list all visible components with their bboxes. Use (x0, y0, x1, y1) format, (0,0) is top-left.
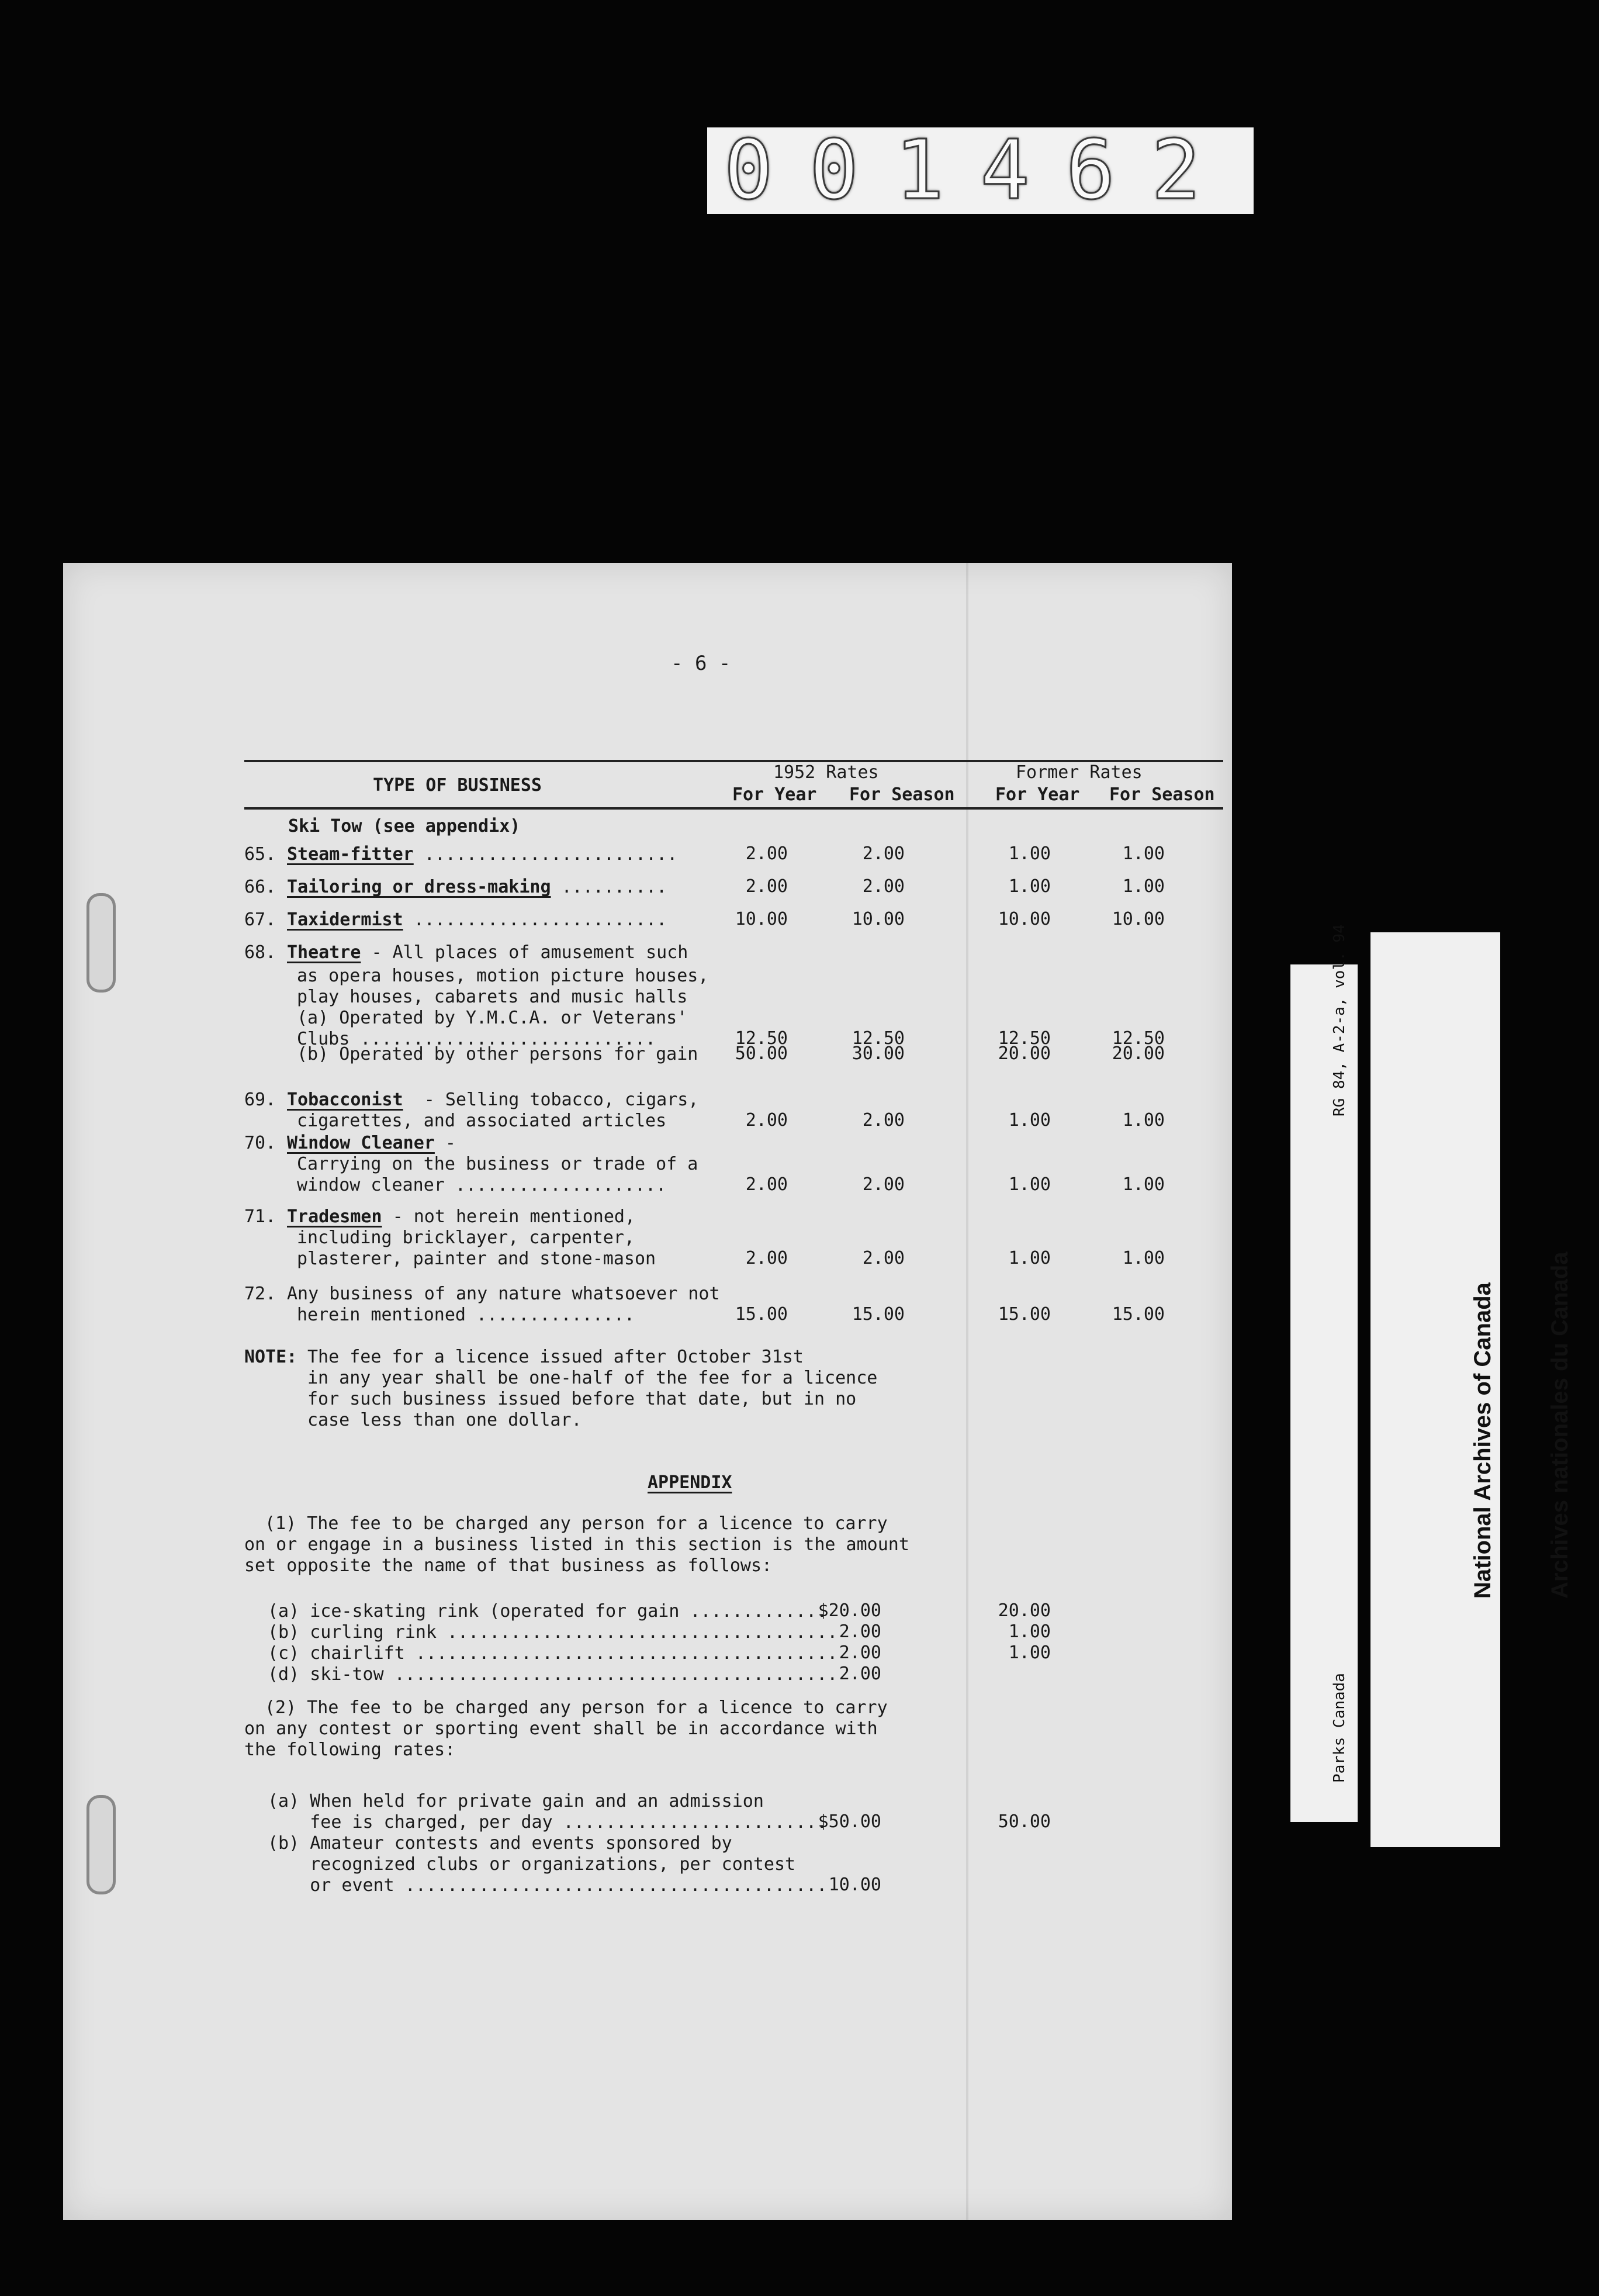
note-line: in any year shall be one-half of the fee for a licence (307, 1368, 878, 1388)
rate-former-season: 10.00 (1112, 909, 1165, 929)
business-description: - not herein mentioned, (382, 1206, 636, 1227)
rate-1952-season: 10.00 (852, 909, 905, 929)
business-line (287, 1089, 698, 1111)
business-description: Clubs ............................ (297, 1029, 656, 1049)
rate-1952-year: 2.00 (745, 1110, 788, 1130)
appendix-item: (d) ski-tow .......................................... (268, 1664, 838, 1685)
col-1952-rates: 1952 Rates (773, 762, 879, 783)
appendix-item: or event ........................................ (268, 1875, 828, 1896)
business-description: as opera houses, motion picture houses, (297, 966, 709, 986)
business-line (287, 876, 667, 898)
rate-1952-season: 2.00 (862, 843, 905, 864)
rate-1952-year: 12.50 (735, 1028, 788, 1049)
national-archives-label (1370, 932, 1573, 1847)
document-page (63, 563, 1232, 2220)
rate-former-year: 20.00 (998, 1043, 1051, 1064)
business-description: Carrying on the business or trade of a (297, 1154, 698, 1174)
appendix-item: (c) chairlift ........................................ (268, 1643, 838, 1664)
note-line: The fee for a licence issued after October 31st (307, 1347, 804, 1367)
rate-1952-year: 2.00 (745, 876, 788, 897)
rate-former-season: 1.00 (1122, 876, 1165, 897)
appendix-paragraph-line: on any contest or sporting event shall be in accordance with (244, 1718, 878, 1739)
rate-former-season: 1.00 (1122, 1174, 1165, 1195)
page-fold (966, 563, 968, 2220)
rate-former-season: 20.00 (1112, 1043, 1165, 1064)
item-number: 70. (244, 1133, 276, 1153)
item-number: 71. (244, 1206, 276, 1227)
rate-former-year: 1.00 (1008, 1174, 1051, 1195)
appendix-item-rate: $20.00 (818, 1600, 881, 1621)
business-description: Any business of any nature whatsoever not (287, 1284, 720, 1304)
business-description: plasterer, painter and stone-mason (297, 1249, 656, 1269)
rate-former-year: 12.50 (998, 1028, 1051, 1049)
business-name: Tailoring or dress-making (287, 877, 551, 897)
appendix-paragraph-line: the following rates: (244, 1740, 456, 1760)
rate-1952-season: 2.00 (862, 876, 905, 897)
appendix-item-rate: 2.00 (839, 1664, 881, 1684)
item-number: 67. (244, 910, 276, 930)
rate-former-season: 1.00 (1122, 843, 1165, 864)
note-label: NOTE: (244, 1347, 297, 1367)
archives-line: National Archives of Canada (1470, 1282, 1496, 1599)
rate-1952-season: 30.00 (852, 1043, 905, 1064)
appendix-item-former-rate: 1.00 (1008, 1643, 1051, 1663)
item-number: 69. (244, 1090, 276, 1110)
business-description: play houses, cabarets and music halls (297, 987, 688, 1007)
rate-former-season: 12.50 (1112, 1028, 1165, 1049)
appendix-item: fee is charged, per day ......................... (268, 1812, 828, 1832)
col-former-for-season: For Season (1109, 784, 1215, 805)
appendix-item-rate: $50.00 (818, 1811, 881, 1832)
business-line (287, 909, 667, 931)
business-description: (a) Operated by Y.M.C.A. or Veterans' (297, 1008, 688, 1028)
business-name: Tradesmen (287, 1206, 382, 1227)
business-description: (b) Operated by other persons for gain (297, 1044, 698, 1064)
business-description: including bricklayer, carpenter, (297, 1227, 635, 1248)
col-type-of-business: TYPE OF BUSINESS (373, 775, 542, 796)
parks-line: Parks Canada (1331, 1673, 1348, 1783)
punch-hole (86, 893, 116, 993)
appendix-paragraph-line: (2) The fee to be charged any person for a licence to carry (265, 1697, 888, 1718)
appendix-item: recognized clubs or organizations, per contest (268, 1854, 796, 1875)
item-number: 66. (244, 877, 276, 897)
ski-tow-heading: Ski Tow (see appendix) (288, 816, 521, 836)
rate-1952-season: 12.50 (852, 1028, 905, 1049)
rate-former-season: 1.00 (1122, 1110, 1165, 1130)
archive-ref-line: RG 84, A-2-a, vol. 94 (1331, 924, 1348, 1116)
appendix-item: (b) Amateur contests and events sponsored by (268, 1833, 732, 1854)
appendix-paragraph-line: (1) The fee to be charged any person for a licence to carry (265, 1513, 888, 1534)
col-1952-for-year: For Year (732, 784, 817, 805)
business-line (287, 942, 688, 964)
rate-former-year: 15.00 (998, 1304, 1051, 1325)
note-line: for such business issued before that date, but in no (307, 1389, 857, 1409)
appendix-paragraph-line: set opposite the name of that business as follows: (244, 1555, 773, 1576)
business-name: Tobacconist (287, 1090, 403, 1110)
punch-hole (86, 1795, 116, 1894)
business-line (287, 1132, 456, 1154)
rate-former-year: 1.00 (1008, 1248, 1051, 1268)
business-description: ........................ (403, 910, 667, 930)
rate-former-year: 10.00 (998, 909, 1051, 929)
rate-former-year: 1.00 (1008, 843, 1051, 864)
page-number: - 6 - (671, 652, 731, 675)
appendix-paragraph-line: on or engage in a business listed in this section is the amount (244, 1534, 909, 1555)
business-description: herein mentioned ............... (297, 1305, 635, 1325)
rate-1952-year: 50.00 (735, 1043, 788, 1064)
rate-1952-year: 15.00 (735, 1304, 788, 1325)
item-number: 65. (244, 844, 276, 865)
business-description: ........................ (413, 844, 678, 865)
frame-number: 001462 (707, 127, 1254, 214)
rate-1952-year: 10.00 (735, 909, 788, 929)
archives-line: Archives nationales du Canada (1547, 1251, 1573, 1599)
appendix-title: APPENDIX (648, 1472, 732, 1493)
archive-reference-label (1290, 924, 1358, 1822)
rate-1952-year: 2.00 (745, 1248, 788, 1268)
business-description: - All places of amusement such (361, 942, 688, 963)
business-description: .......... (551, 877, 667, 897)
business-description: - (434, 1133, 456, 1153)
appendix-item: (a) ice-skating rink (operated for gain ............. (268, 1601, 828, 1621)
rate-1952-season: 15.00 (852, 1304, 905, 1325)
appendix-item: (b) curling rink ..................................... (268, 1622, 838, 1643)
rate-former-season: 1.00 (1122, 1248, 1165, 1268)
appendix-item-rate: 2.00 (839, 1621, 881, 1642)
business-name: Steam-fitter (287, 844, 414, 865)
rate-former-year: 1.00 (1008, 1110, 1051, 1130)
appendix-item: (a) When held for private gain and an admission (268, 1791, 764, 1811)
rate-1952-season: 2.00 (862, 1174, 905, 1195)
appendix-item-former-rate: 1.00 (1008, 1621, 1051, 1642)
appendix-item-former-rate: 50.00 (998, 1811, 1051, 1832)
rate-former-year: 1.00 (1008, 876, 1051, 897)
col-former-rates: Former Rates (1016, 762, 1143, 783)
appendix-item-rate: 10.00 (828, 1875, 881, 1895)
col-former-for-year: For Year (995, 784, 1080, 805)
appendix-item-rate: 2.00 (839, 1643, 881, 1663)
business-line (287, 1206, 635, 1228)
rate-1952-year: 2.00 (745, 1174, 788, 1195)
business-description: window cleaner .................... (297, 1175, 667, 1195)
col-1952-for-season: For Season (849, 784, 955, 805)
business-description: cigarettes, and associated articles (297, 1111, 667, 1131)
business-description: - Selling tobacco, cigars, (403, 1090, 699, 1110)
rate-1952-year: 2.00 (745, 843, 788, 864)
business-name: Window Cleaner (287, 1133, 435, 1153)
header-bottom-rule (244, 807, 1223, 810)
rate-1952-season: 2.00 (862, 1248, 905, 1268)
note-line: case less than one dollar. (307, 1410, 582, 1430)
business-name: Taxidermist (287, 910, 403, 930)
appendix-item-former-rate: 20.00 (998, 1600, 1051, 1621)
item-number: 72. (244, 1284, 276, 1304)
rate-1952-season: 2.00 (862, 1110, 905, 1130)
business-name: Theatre (287, 942, 361, 963)
item-number: 68. (244, 942, 276, 963)
business-line (287, 843, 677, 866)
rate-former-season: 15.00 (1112, 1304, 1165, 1325)
